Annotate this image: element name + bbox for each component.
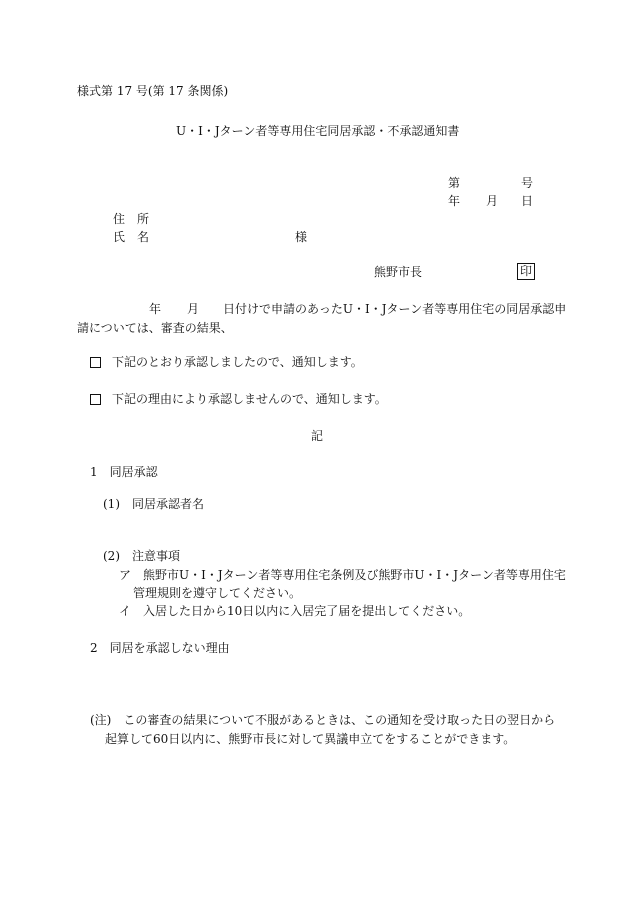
name-label: 氏 名 [113, 230, 150, 244]
seal-mark: 印 [517, 263, 535, 280]
number-prefix: 第 [448, 176, 461, 190]
date-day-label: 日 [521, 194, 534, 208]
document-title: U・I・Jターン者等専用住宅同居承認・不承認通知書 [176, 124, 460, 138]
section2-heading: 2 同居を承認しない理由 [90, 641, 230, 655]
intro-text-line2: 請については、審査の結果、 [77, 321, 233, 335]
address-label: 住 所 [113, 212, 150, 226]
intro-text-line1: 日付けで申請のあったU・I・Jターン者等専用住宅の同居承認申 [223, 302, 567, 316]
approve-option-text: 下記のとおり承認しましたので、通知します。 [112, 355, 363, 369]
note-a-line2: 管理規則を遵守してください。 [133, 586, 302, 600]
section1-item2: (2) 注意事項 [103, 549, 180, 563]
date-month-label: 月 [486, 194, 499, 208]
footnote-line2: 起算して60日以内に、熊野市長に対して異議申立てをすることができます。 [105, 732, 516, 746]
form-number: 様式第 17 号(第 17 条関係) [77, 84, 229, 98]
footnote-line1: (注) この審査の結果について不服があるときは、この通知を受け取った日の翌日から [90, 713, 556, 727]
section1-heading: 1 同居承認 [90, 465, 158, 479]
number-suffix: 号 [521, 176, 534, 190]
note-i: イ 入居した日から10日以内に入居完了届を提出してください。 [119, 604, 471, 618]
date-year-label: 年 [448, 194, 461, 208]
approve-checkbox[interactable] [90, 356, 101, 368]
note-a-line1: ア 熊野市U・I・Jターン者等専用住宅条例及び熊野市U・I・Jターン者等専用住宅 [119, 568, 566, 582]
application-month-label: 月 [187, 302, 200, 316]
section1-item1: (1) 同居承認者名 [103, 497, 204, 511]
issuer-name: 熊野市長 [374, 265, 423, 279]
honorific: 様 [295, 230, 308, 244]
reject-checkbox[interactable] [90, 393, 101, 405]
application-year-label: 年 [149, 302, 162, 316]
ki-mark: 記 [311, 429, 324, 443]
reject-option-text: 下記の理由により承認しませんので、通知します。 [112, 392, 387, 406]
